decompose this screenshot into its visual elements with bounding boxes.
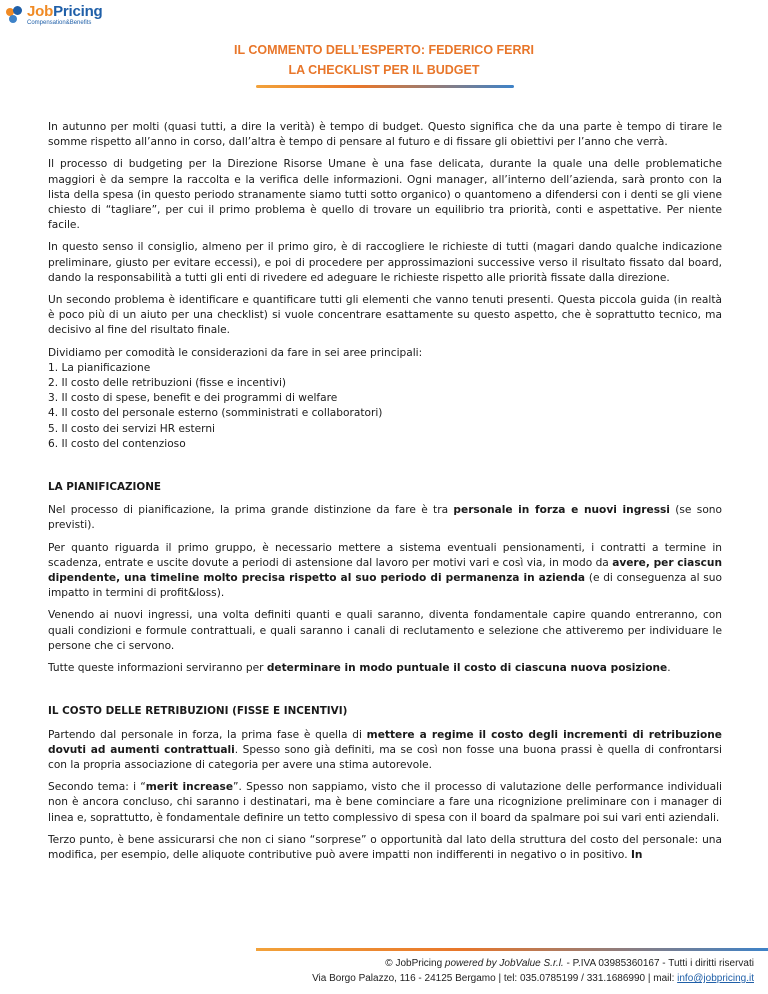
title-divider <box>256 85 514 88</box>
list-item: 3. Il costo di spese, benefit e dei programmi di welfare <box>48 392 338 405</box>
intro-paragraph-1: In autunno per molti (quasi tutti, a dire la verità) è tempo di budget. Questo significa che da una parte è tempo di tirare le somme rispetto all’anno in corso, dall’altra è tempo di pensare al futuro e di fissare gli obiettivi per l’anno che verrà. <box>48 121 722 149</box>
section1-paragraph-2: Per quanto riguarda il primo gruppo, è necessario mettere a sistema eventuali pensionamenti, i contratti a termine in scadenza, entrate e uscite dovute a periodi di astensione dal lavoro per motivi vari e così via, in modo da avere, per ciascun dipendente, una timeline molto precisa rispetto al suo periodo di permanenza in azienda (e di conseguenza al suo impatto in termini di profit&loss). <box>48 541 722 600</box>
section1-paragraph-3: Venendo ai nuovi ingressi, una volta definiti quanti e quali saranno, diventa fondamentale capire quando entreranno, con quali condizioni e formule contrattuali, e quali saranno i canali di reclutamento e selezione che attiveremo per individuare le persone che ci servono. <box>48 609 722 652</box>
list-item: 2. Il costo delle retribuzioni (fisse e incentivi) <box>48 377 287 390</box>
email-link[interactable]: info@jobpricing.it <box>677 973 754 984</box>
logo-tagline: Compensation&Benefits <box>27 20 92 26</box>
list-item: 1. La pianificazione <box>48 361 151 374</box>
section1-paragraph-4: Tutte queste informazioni serviranno per determinare in modo puntuale il costo di ciascuna nuova posizione. <box>48 662 671 675</box>
logo-mark-icon <box>6 6 24 24</box>
list-item: 4. Il costo del personale esterno (somministrati e collaboratori) <box>48 407 383 420</box>
section-heading-pianificazione: LA PIANIFICAZIONE <box>48 481 162 494</box>
intro-paragraph-2: Il processo di budgeting per la Direzione Risorse Umane è una fase delicata, durante la quale una delle problematiche maggiori è da sempre la raccolta e la verifica delle informazioni. Ogni manager, all’interno dell’azienda, sarà pronto con la lista della spesa (in questo periodo stranamente siamo tutti sotto organico) o quantomeno a difendersi con i denti se gli viene chiesto di “tagliare”, per cui il primo problema è quello di trovare un equilibrio tra priorità, conti e aspettative. Per niente facile. <box>48 158 722 232</box>
list-intro: Dividiamo per comodità le considerazioni da fare in sei aree principali: <box>48 346 423 359</box>
footer-line-2: Via Borgo Palazzo, 116 - 24125 Bergamo | tel: 035.0785199 / 331.1686990 | mail: info@jobpricing.it <box>312 973 754 984</box>
title-line-2: LA CHECKLIST PER IL BUDGET <box>288 63 480 77</box>
intro-paragraph-3: In questo senso il consiglio, almeno per il primo giro, è di raccogliere le richieste di tutti (magari dando qualche indicazione preliminare, giusto per evitare eccessi), e poi di procedere per approssimazioni successive verso il risultato fissato dal board, dando la responsabilità a tutti gli enti di rivedere ed adeguare le richieste rispetto alle priorità fissate dalla direzione. <box>48 241 722 284</box>
logo-name: JobPricing <box>27 3 103 20</box>
article-body <box>48 120 722 870</box>
section-heading-retribuzioni: IL COSTO DELLE RETRIBUZIONI (FISSE E INCENTIVI) <box>48 705 348 718</box>
section2-paragraph-3: Terzo punto, è bene assicurarsi che non ci siano “sorprese” o opportunità dal lato della struttura del costo del personale: una modifica, per esempio, delle aliquote contributive può avere impatti non indifferenti in negativo o in positivo. In <box>48 833 722 861</box>
title-line-1: IL COMMENTO DELL’ESPERTO: FEDERICO FERRI <box>233 43 535 57</box>
section1-paragraph-1: Nel processo di pianificazione, la prima grande distinzione da fare è tra personale in forza e nuovi ingressi (se sono previsti). <box>48 504 722 532</box>
areas-list <box>48 346 722 452</box>
page-title <box>0 40 768 80</box>
company-logo <box>6 4 103 26</box>
section2-paragraph-2: Secondo tema: i “merit increase”. Spesso non sappiamo, visto che il processo di valutazione delle performance individuali non è ancora concluso, chi saranno i destinatari, ma è bene cominciare a fare una ricognizione preliminare con i manager di linea e, soprattutto, è fondamentale definire un tetto complessivo di spesa con il board da spalmare poi sui vari enti aziendali. <box>48 781 722 824</box>
section2-paragraph-1: Partendo dal personale in forza, la prima fase è quella di mettere a regime il costo degli incrementi di retribuzione dovuti ad aumenti contrattuali. Spesso sono già definiti, ma se così non fosse una buona prassi è quella di confrontarsi con la propria associazione di categoria per avere una stima autorevole. <box>48 728 723 771</box>
intro-paragraph-4: Un secondo problema è identificare e quantificare tutti gli elementi che vanno tenuti presenti. Questa piccola guida (in realtà è poco più di un aiuto per una checklist) si vuole concentrare esattamente su questo aspetto, che è soprattutto tecnico, ma decisivo al fine del risultato finale. <box>48 294 722 337</box>
list-item: 6. Il costo del contenzioso <box>48 437 186 450</box>
footer-line-1: © JobPricing powered by JobValue S.r.l. - P.IVA 03985360167 - Tutti i diritti riservati <box>385 958 754 969</box>
footer-divider <box>256 948 768 951</box>
page-footer <box>194 956 754 986</box>
list-item: 5. Il costo dei servizi HR esterni <box>48 422 215 435</box>
